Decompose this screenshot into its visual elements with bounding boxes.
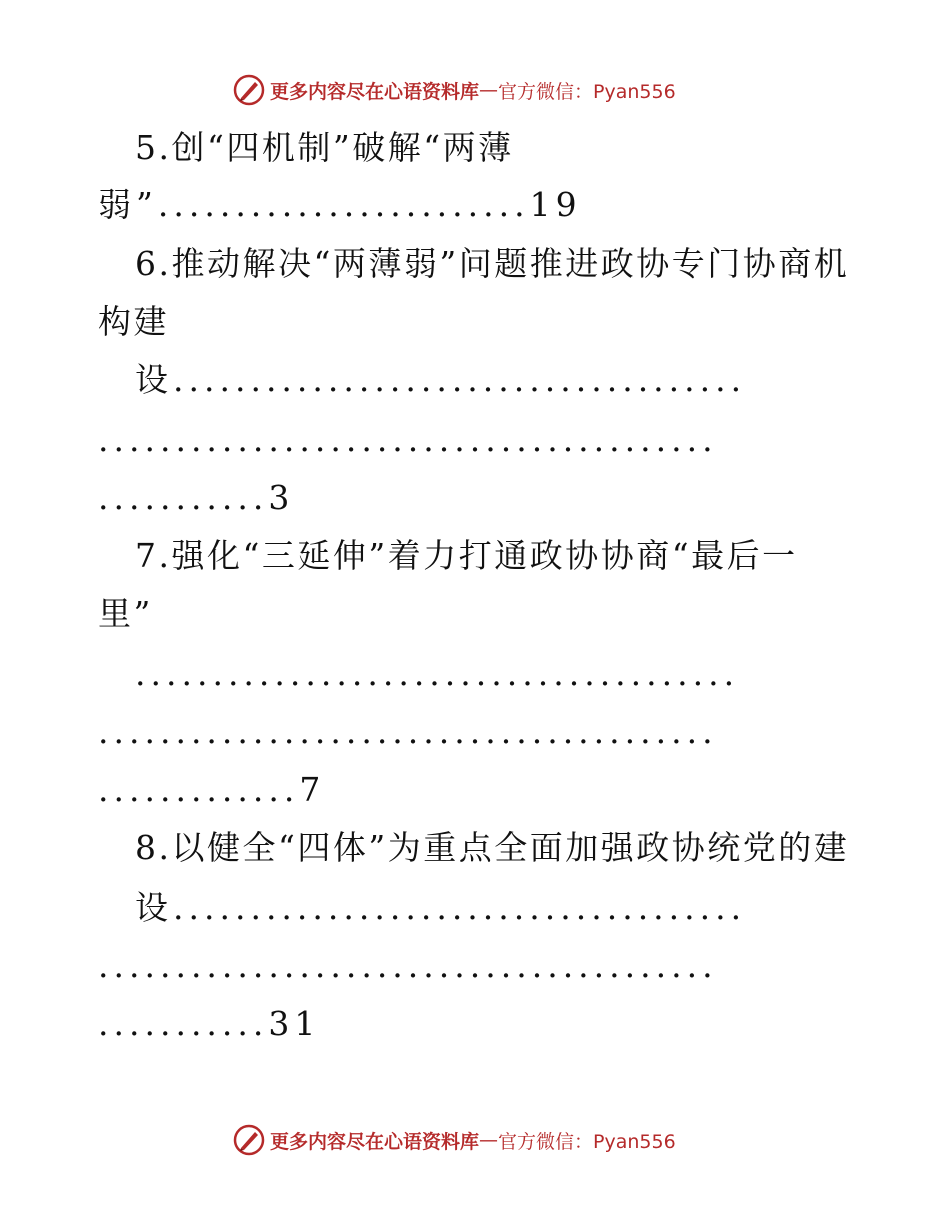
toc-line: ........................................: [98, 420, 718, 459]
banner-contact-text: 官方微信：Pyan556: [498, 1130, 676, 1153]
toc-line: 6.推动解决“两薄弱”问题推进政协专门协商机: [135, 244, 850, 283]
banner-site-text: 更多内容尽在心语资料库: [270, 1130, 480, 1153]
toc-line: .............7: [98, 770, 326, 809]
toc-line: ........................................: [98, 712, 718, 751]
toc-line: 7.强化“三延伸”着力打通政协协商“最后一: [135, 536, 798, 575]
banner-dash: —: [479, 1129, 499, 1151]
toc-line: ...........31: [98, 1004, 321, 1043]
pen-logo-icon: [232, 1123, 266, 1157]
pen-logo-icon: [232, 73, 266, 107]
toc-line: 里”: [98, 594, 153, 633]
footer-banner: [232, 1120, 732, 1160]
header-banner: [232, 70, 732, 110]
toc-line: 构建: [98, 302, 169, 341]
toc-line: 8.以健全“四体”为重点全面加强政协统党的建: [135, 828, 850, 867]
toc-line: 弱”........................19: [98, 185, 582, 224]
toc-line: 5.创“四机制”破解“两薄: [135, 128, 514, 167]
toc-line: ........................................: [98, 946, 718, 985]
banner-dash: —: [479, 79, 499, 101]
toc-line: ...........3: [98, 478, 295, 517]
toc-line: .......................................: [135, 654, 740, 693]
banner-site-text: 更多内容尽在心语资料库: [270, 80, 480, 103]
toc-line: 设.....................................: [135, 360, 747, 399]
toc-line: 设.....................................: [135, 888, 747, 927]
banner-contact-text: 官方微信：Pyan556: [498, 80, 676, 103]
